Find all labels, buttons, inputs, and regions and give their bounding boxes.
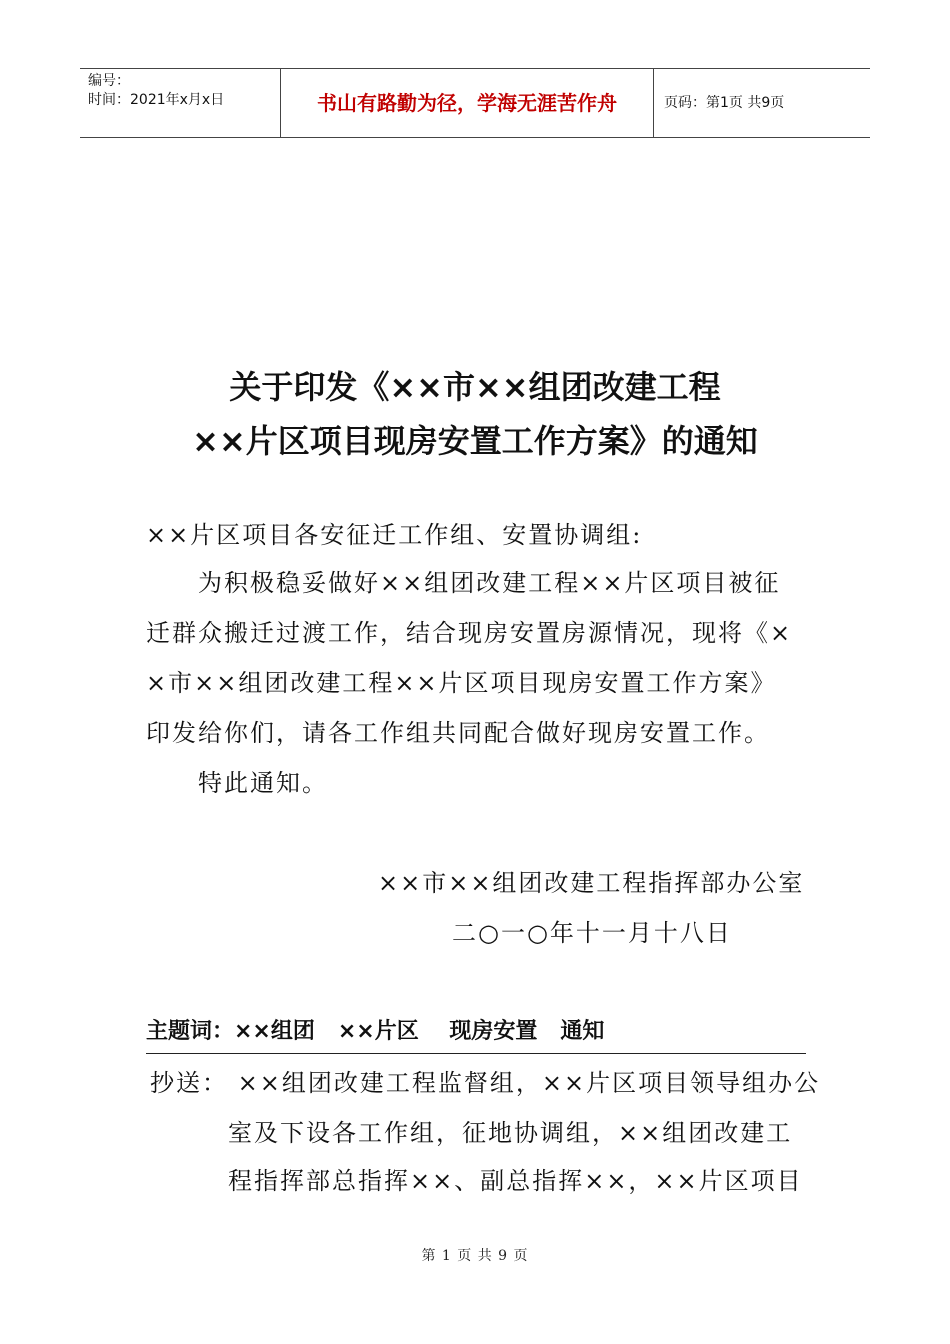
document-title-line-2: ××片区项目现房安置工作方案》的通知: [192, 422, 758, 460]
page-footer: 第 1 页 共 9 页: [421, 1248, 529, 1264]
cc-line: 室及下设各工作组，征地协调组，××组团改建工: [228, 1119, 793, 1147]
header-motto: 书山有路勤为径，学海无涯苦作舟: [281, 69, 654, 137]
keywords-divider: [146, 1053, 806, 1054]
cc-line: 抄送： ××组团改建工程监督组，××片区项目领导组办公: [150, 1069, 821, 1097]
issuer: ××市××组团改建工程指挥部办公室: [378, 869, 805, 897]
subject-keywords: 主题词：××组团 ××片区 现房安置 通知: [146, 1019, 605, 1044]
body-line: 迁群众搬迁过渡工作，结合现房安置房源情况，现将《×: [146, 619, 793, 647]
body-line: 为积极稳妥做好××组团改建工程××片区项目被征: [198, 569, 781, 597]
header-table: [80, 68, 870, 138]
document-title-line-1: 关于印发《××市××组团改建工程: [229, 368, 721, 406]
cc-line: 程指挥部总指挥××、副总指挥××，××片区项目: [228, 1167, 803, 1195]
time-label: 时间：2021年x月x日: [88, 92, 225, 108]
header-page-info: 页码：第1页 共9页: [664, 95, 785, 111]
closing-text: 特此通知。: [198, 769, 328, 797]
issue-date: 二○一○年十一月十八日: [452, 919, 732, 947]
serial-label: 编号：: [88, 73, 130, 89]
body-line: ×市××组团改建工程××片区项目现房安置工作方案》: [146, 669, 777, 697]
addressee: ××片区项目各安征迁工作组、安置协调组:: [146, 521, 643, 549]
header-meta-cell: [80, 69, 281, 137]
body-line: 印发给你们，请各工作组共同配合做好现房安置工作。: [146, 719, 770, 747]
